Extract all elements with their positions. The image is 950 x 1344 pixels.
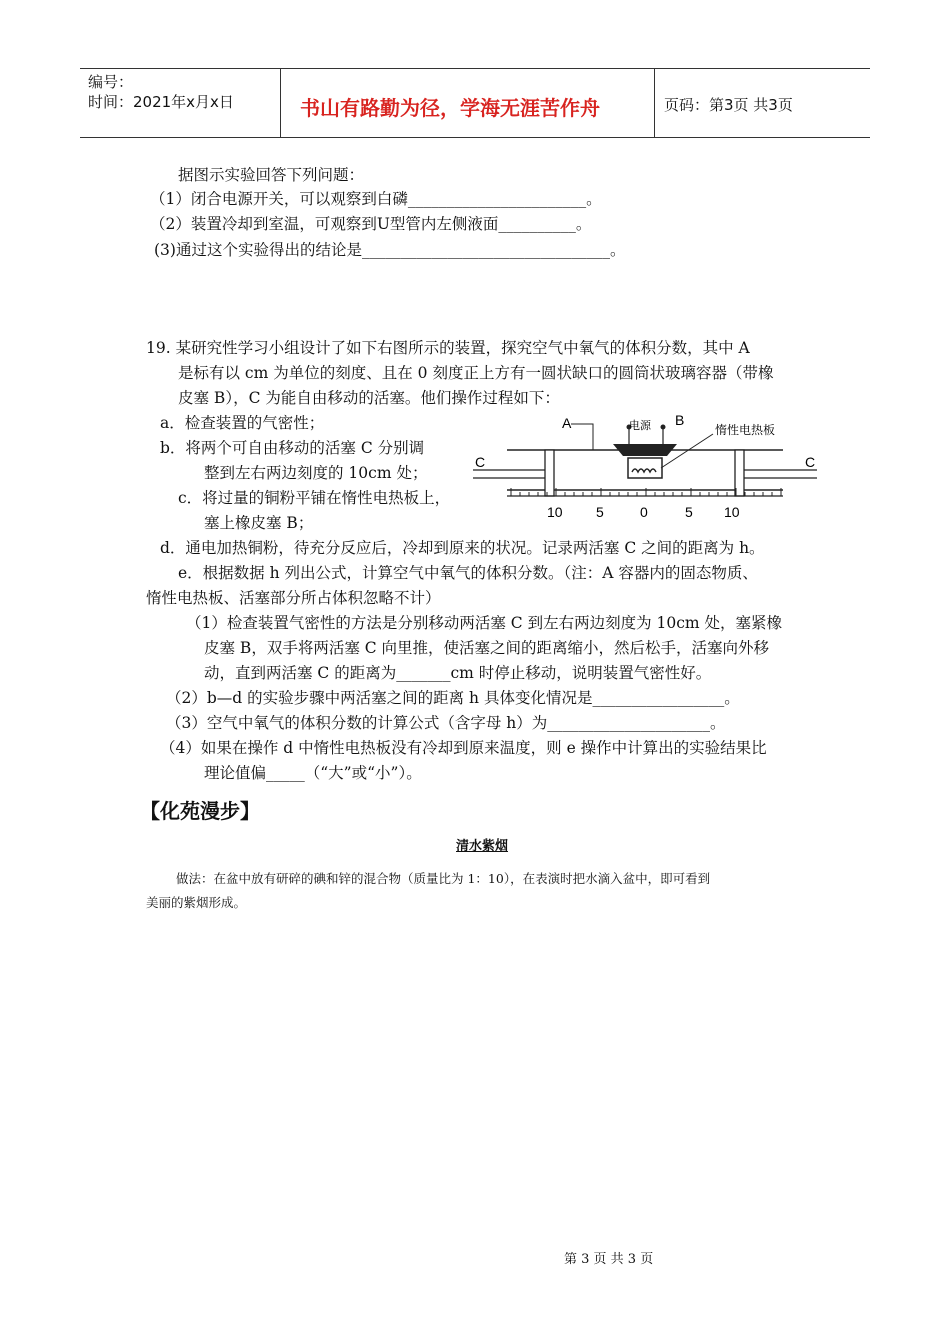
q19-stem-line: 19. 某研究性学习小组设计了如下右图所示的装置，探究空气中氧气的体积分数，其中 A <box>146 339 750 357</box>
q19-step: a．检查装置的气密性； <box>160 414 325 432</box>
label-b: B <box>675 412 685 428</box>
q18-item: （1）闭合电源开关，可以观察到白磷_______________________。 <box>150 190 602 208</box>
section-body-line: 做法：在盆中放有研碎的碘和锌的混合物（质量比为 1：10），在表演时把水滴入盆中，即可看到 <box>176 871 711 886</box>
q19-stem-line: 是标有以 cm 为单位的刻度、且在 0 刻度正上方有一圆状缺口的圆筒状玻璃容器（带橡 <box>178 364 774 382</box>
header-motto: 书山有路勤为径，学海无涯苦作舟 <box>300 96 600 120</box>
header-time-label: 时间：2021年x月x日 <box>88 93 234 111</box>
header-number-label: 编号： <box>88 73 134 91</box>
scale-label: 10 <box>547 504 563 520</box>
q19-question: 动，直到两活塞 C 的距离为_______cm 时停止移动，说明装置气密性好。 <box>204 664 712 682</box>
q19-step: 塞上橡皮塞 B； <box>204 514 314 532</box>
q19-question: 皮塞 B，双手将两活塞 C 向里推，使活塞之间的距离缩小，然后松手，活塞向外移 <box>204 639 770 657</box>
q19-stem-line: 皮塞 B），C 为能自由移动的活塞。他们操作过程如下： <box>178 389 560 407</box>
q19-question: （3）空气中氧气的体积分数的计算公式（含字母 h）为_____________________。 <box>166 714 726 732</box>
q19-step: d．通电加热铜粉，待充分反应后，冷却到原来的状况。记录两活塞 C 之间的距离为 h。 <box>160 539 765 557</box>
label-a-leader <box>571 424 593 450</box>
heating-plate <box>628 458 662 478</box>
label-c-left: C <box>475 454 486 470</box>
q19-step: e．根据数据 h 列出公式，计算空气中氧气的体积分数。（注：A 容器内的固态物质、 <box>178 564 758 582</box>
section-body-line: 美丽的紫烟形成。 <box>146 895 247 910</box>
power-terminal <box>661 425 666 430</box>
label-power: 电源 <box>629 420 651 432</box>
section-title: 【化苑漫步】 <box>140 799 260 823</box>
q19-step: b．将两个可自由移动的活塞 C 分别调 <box>160 439 425 457</box>
label-plate: 惰性电热板 <box>715 423 776 437</box>
header-divider <box>654 69 655 137</box>
q19-step: 整到左右两边刻度的 10cm 处； <box>204 464 428 482</box>
scale-label: 0 <box>640 504 648 520</box>
q19-step: 惰性电热板、活塞部分所占体积忽略不计） <box>146 589 441 607</box>
q19-step: c．将过量的铜粉平铺在惰性电热板上， <box>178 489 451 507</box>
q19-question: （4）如果在操作 d 中惰性电热板没有冷却到原来温度，则 e 操作中计算出的实验结果比 <box>160 739 767 757</box>
scale-label: 5 <box>596 504 604 520</box>
scale-label: 5 <box>685 504 693 520</box>
q18-item: (3)通过这个实验得出的结论是________________________________。 <box>154 241 626 259</box>
scale-label: 10 <box>724 504 740 520</box>
left-piston <box>545 450 554 496</box>
label-c-right: C <box>805 454 816 470</box>
page-footer: 第 3 页 共 3 页 <box>564 1252 654 1267</box>
q18-item: （2）装置冷却到室温，可观察到U型管内左侧液面__________。 <box>150 215 592 233</box>
q19-question: （2）b—d 的实验步骤中两活塞之间的距离 h 具体变化情况是_________________。 <box>166 689 740 707</box>
label-a: A <box>562 415 572 431</box>
header-divider <box>280 69 281 137</box>
q18-intro: 据图示实验回答下列问题： <box>178 166 365 184</box>
rubber-stopper <box>613 444 677 456</box>
apparatus-diagram <box>465 408 825 524</box>
header-page-info: 页码：第3页 共3页 <box>664 96 793 114</box>
section-subtitle: 清水紫烟 <box>456 839 509 854</box>
q19-question: 理论值偏_____（“大”或“小”）。 <box>204 764 422 782</box>
q19-question: （1）检查装置气密性的方法是分别移动两活塞 C 到左右两边刻度为 10cm 处，塞紧橡 <box>186 614 783 632</box>
